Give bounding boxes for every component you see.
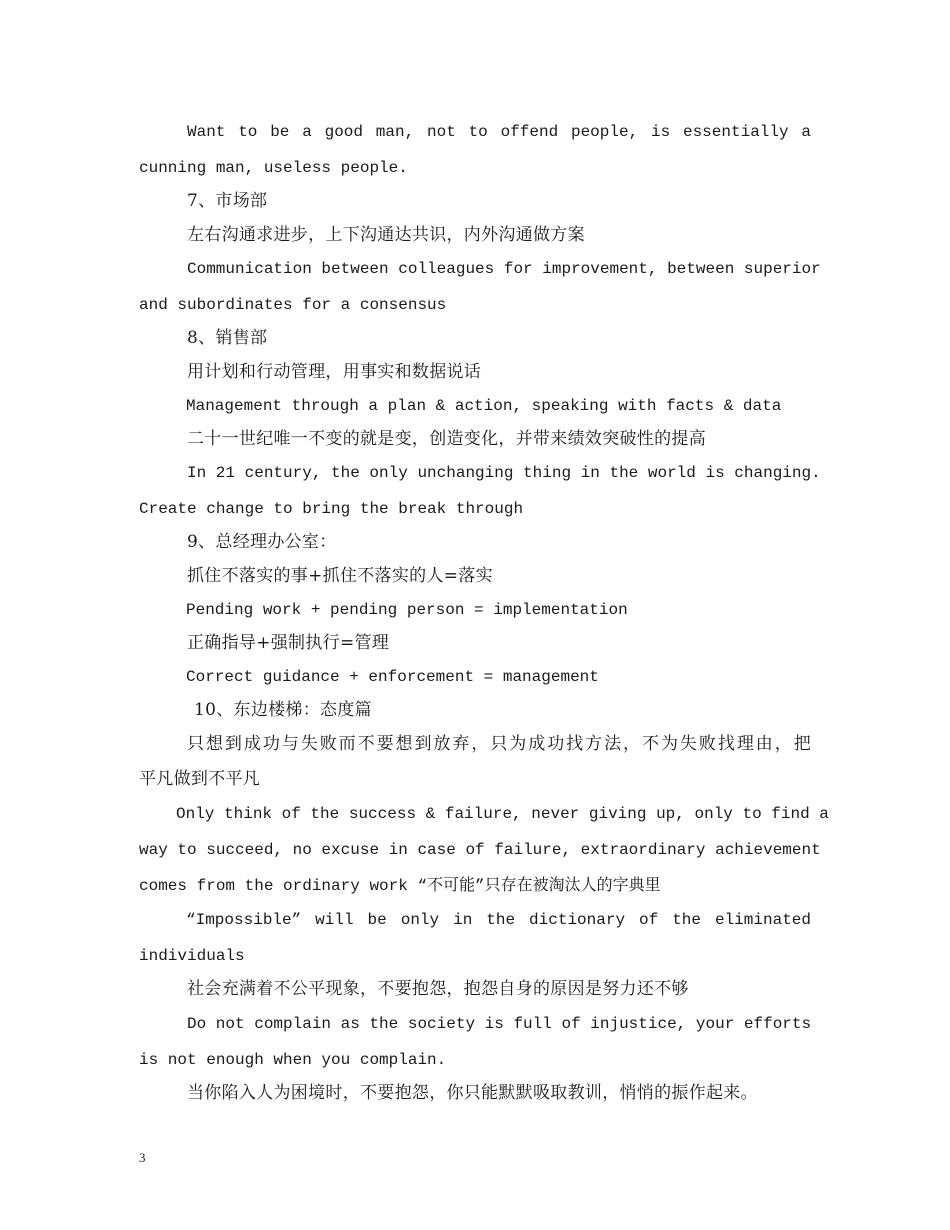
text-line: 正确指导+强制执行=管理 <box>187 633 390 653</box>
text-line: cunning man, useless people. <box>139 159 408 177</box>
text-line: 二十一世纪唯一不变的就是变，创造变化，并带来绩效突破性的提高 <box>187 429 706 449</box>
text-line: Correct guidance + enforcement = management <box>186 668 599 686</box>
text-line: Pending work + pending person = implementation <box>186 601 628 619</box>
text-line: is not enough when you complain. <box>139 1051 447 1069</box>
text-line: Want to be a good man, not to offend people, is essentially a <box>187 123 811 141</box>
text-line: 当你陷入人为困境时，不要抱怨，你只能默默吸取教训，悄悄的振作起来。 <box>187 1083 758 1103</box>
text-line: comes from the ordinary work “不可能”只存在被淘汰人的字典里 <box>139 877 661 895</box>
text-line: 抓住不落实的事+抓住不落实的人=落实 <box>187 566 493 586</box>
text-line: 只想到成功与失败而不要想到放弃，只为成功找方法，不为失败找理由，把 <box>187 734 811 754</box>
text-line: Management through a plan & action, speaking with facts & data <box>186 397 782 415</box>
text-line: 社会充满着不公平现象，不要抱怨，抱怨自身的原因是努力还不够 <box>187 979 689 999</box>
text-line: way to succeed, no excuse in case of failure, extraordinary achievement <box>139 841 821 859</box>
text-line: Do not complain as the society is full of injustice, your efforts <box>187 1015 812 1033</box>
text-line: 平凡做到不平凡 <box>139 769 261 789</box>
text-line: Create change to bring the break through <box>139 500 524 518</box>
text-line: and subordinates for a consensus <box>139 296 447 314</box>
text-line: 左右沟通求进步，上下沟通达共识，内外沟通做方案 <box>187 225 585 245</box>
text-line: In 21 century, the only unchanging thing in the world is changing. <box>187 464 821 482</box>
text-line: Only think of the success & failure, never giving up, only to find a <box>176 805 829 823</box>
text-line: “Impossible” will be only in the dictionary of the eliminated <box>186 911 811 929</box>
section-heading: 10、东边楼梯：态度篇 <box>194 700 372 720</box>
section-heading: 8、销售部 <box>187 328 268 348</box>
section-heading: 7、市场部 <box>187 191 268 211</box>
text-line: individuals <box>139 947 245 965</box>
section-heading: 9、总经理办公室： <box>187 532 337 552</box>
page-number: 3 <box>139 1150 146 1165</box>
text-line: 用计划和行动管理，用事实和数据说话 <box>187 362 482 382</box>
text-line: Communication between colleagues for improvement, between superior <box>187 260 821 278</box>
